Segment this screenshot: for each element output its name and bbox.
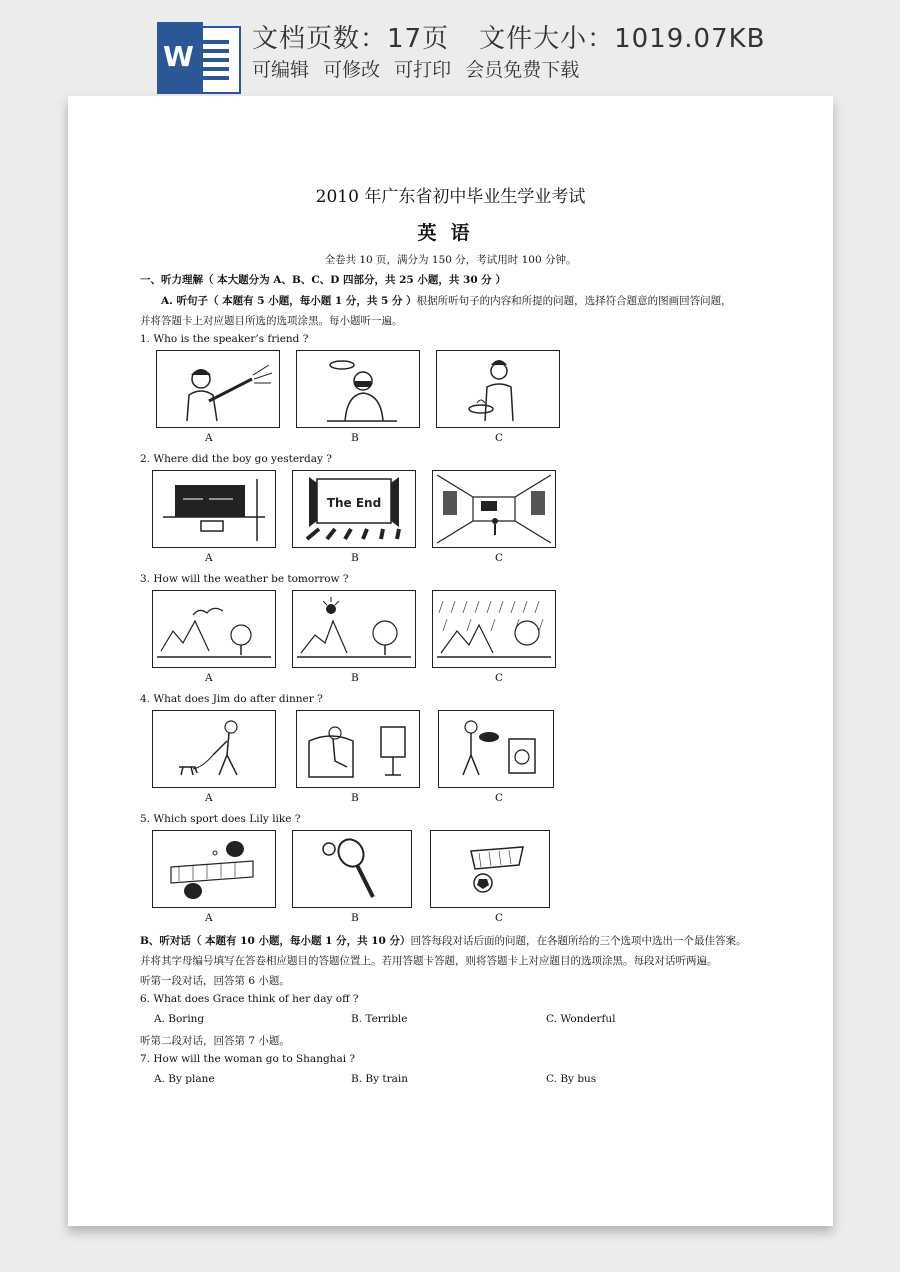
- q5-label-b: B: [351, 912, 359, 924]
- word-document-icon: [157, 22, 237, 94]
- q6-option-a: A. Boring: [154, 1013, 205, 1025]
- q2-image-a-classroom: [152, 470, 276, 548]
- q4-label-b: B: [351, 792, 359, 804]
- feature-member-download: 会员免费下载: [465, 59, 580, 81]
- q4-image-c-laundry: [438, 710, 554, 788]
- q1-image-a-firefighter: [156, 350, 280, 428]
- exam-subject: 英语: [417, 222, 484, 244]
- q5-image-a-table-tennis: [152, 830, 276, 908]
- word-icon-letter: W: [163, 40, 194, 73]
- exam-title: 2010 年广东省初中毕业生学业考试: [315, 187, 586, 207]
- movie-screen-text: The End: [326, 496, 382, 510]
- feature-editable: 可编辑: [252, 59, 310, 81]
- feature-printable: 可打印: [394, 59, 452, 81]
- file-info: [252, 18, 796, 55]
- question-5: 5. Which sport does Lily like ?: [140, 813, 301, 825]
- partB-dialogue-1-intro: 听第一段对话，回答第 6 小题。: [140, 975, 290, 987]
- download-banner: [0, 0, 900, 96]
- q2-label-a: A: [205, 552, 213, 564]
- question-2: 2. Where did the boy go yesterday ?: [140, 453, 332, 465]
- q1-label-a: A: [205, 432, 213, 444]
- q3-image-c-rainy: [432, 590, 556, 668]
- file-size: 文件大小：1019.07KB: [479, 24, 766, 54]
- partB-heading: B、听对话（ 本题有 10 小题，每小题 1 分，共 10 分）: [140, 935, 411, 947]
- feature-modifiable: 可修改: [323, 59, 381, 81]
- partA-text: 根据所听句子的内容和所提的问题，选择符合题意的图画回答问题，: [416, 295, 732, 307]
- q4-image-b-watching-tv: [296, 710, 420, 788]
- q4-label-c: C: [495, 792, 504, 804]
- q3-label-b: B: [351, 672, 359, 684]
- partB-instructions-line2: 并将其字母编号填写在答卷相应题目的答题位置上。若用答题卡答题，则将答题卡上对应题目的选项涂黑。每段对话听两遍。: [140, 955, 718, 967]
- q1-label-b: B: [351, 432, 359, 444]
- partB-dialogue-2-intro: 听第二段对话，回答第 7 小题。: [140, 1035, 290, 1047]
- q7-option-a: A. By plane: [154, 1073, 215, 1085]
- feature-list: [252, 55, 587, 82]
- q7-option-c: C. By bus: [546, 1073, 597, 1085]
- q5-image-c-football: [430, 830, 550, 908]
- q1-image-b-doctor: [296, 350, 420, 428]
- question-1: 1. Who is the speaker’s friend ?: [140, 333, 309, 345]
- q6-option-b: B. Terrible: [351, 1013, 408, 1025]
- question-3: 3. How will the weather be tomorrow ?: [140, 573, 349, 585]
- q3-label-c: C: [495, 672, 504, 684]
- q2-label-c: C: [495, 552, 504, 564]
- exam-intro: 全卷共 10 页，满分为 150 分，考试用时 100 分钟。: [324, 254, 577, 266]
- q3-label-a: A: [205, 672, 213, 684]
- question-6: 6. What does Grace think of her day off ?: [140, 993, 359, 1005]
- q2-label-b: B: [351, 552, 359, 564]
- q3-image-a-cloudy: [152, 590, 276, 668]
- document-page: [68, 96, 833, 1226]
- partB-instructions: [140, 933, 747, 948]
- q2-image-c-museum: [432, 470, 556, 548]
- q2-image-b-cinema: [292, 470, 416, 548]
- q4-label-a: A: [205, 792, 213, 804]
- q3-image-b-sunny: [292, 590, 416, 668]
- partA-heading: A. 听句子（ 本题有 5 小题，每小题 1 分，共 5 分 ）: [161, 295, 417, 307]
- section1-title: 一、听力理解（ 本大题分为 A、B、C、D 四部分，共 25 小题，共 30 分 ）: [140, 274, 506, 286]
- page-count: 文档页数：17页: [252, 24, 450, 54]
- q6-option-c: C. Wonderful: [546, 1013, 616, 1025]
- question-4: 4. What does Jim do after dinner ?: [140, 693, 323, 705]
- partA-instructions-line2: 并将答题卡上对应题目所选的选项涂黑。每小题听一遍。: [140, 315, 403, 327]
- q5-image-b-tennis: [292, 830, 412, 908]
- partB-text: 回答每段对话后面的问题，在各题所给的三个选项中选出一个最佳答案。: [410, 935, 747, 947]
- q5-label-a: A: [205, 912, 213, 924]
- partA-instructions: [161, 293, 732, 308]
- q4-image-a-walking-dog: [152, 710, 276, 788]
- q1-image-c-cook: [436, 350, 560, 428]
- q1-label-c: C: [495, 432, 504, 444]
- question-7: 7. How will the woman go to Shanghai ?: [140, 1053, 356, 1065]
- q7-option-b: B. By train: [351, 1073, 408, 1085]
- q5-label-c: C: [495, 912, 504, 924]
